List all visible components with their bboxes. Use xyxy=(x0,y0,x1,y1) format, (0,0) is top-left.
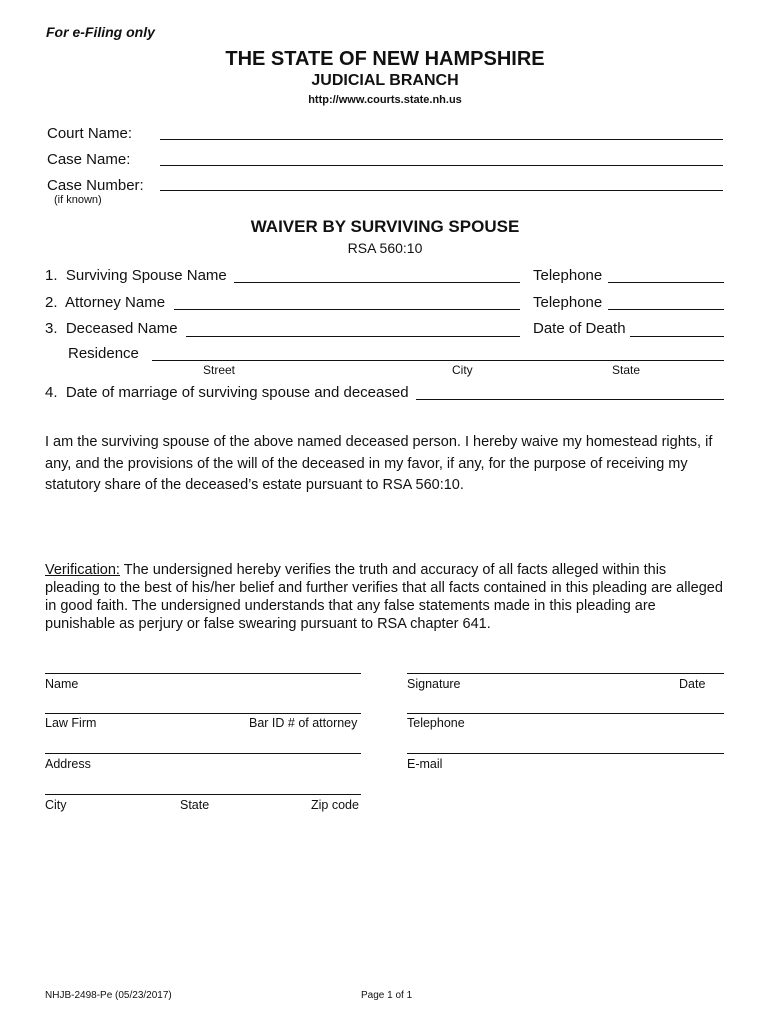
branch-title: JUDICIAL BRANCH xyxy=(311,72,459,89)
residence-state-label: State xyxy=(612,363,641,377)
law-firm-label: Law Firm xyxy=(45,716,97,730)
name-line[interactable] xyxy=(45,673,361,674)
form-title: WAIVER BY SURVIVING SPOUSE xyxy=(250,217,520,236)
signature-label: Signature xyxy=(407,677,461,691)
telephone-line[interactable] xyxy=(407,713,724,714)
attorney-name-label: 2. Attorney Name xyxy=(45,294,166,311)
case-number-label: Case Number: xyxy=(47,177,144,194)
email-label: E-mail xyxy=(407,757,443,771)
bar-id-label: Bar ID # of attorney xyxy=(249,716,358,730)
verification-paragraph xyxy=(45,561,725,633)
attorney-telephone-line[interactable] xyxy=(608,309,724,310)
state-label: State xyxy=(180,798,210,812)
marriage-date-label: 4. Date of marriage of surviving spouse and deceased xyxy=(45,384,409,401)
name-label: Name xyxy=(45,677,79,691)
spouse-name-line[interactable] xyxy=(234,282,520,283)
attorney-telephone-label: Telephone xyxy=(533,294,603,311)
telephone-label: Telephone xyxy=(407,716,465,730)
case-name-label: Case Name: xyxy=(47,151,131,168)
waiver-paragraph: I am the surviving spouse of the above named deceased person. I hereby waive my homestead rights, if any, and the provisions of the will of the deceased in my favor, if any, for the purpose of receiving my statutory share of the deceased’s estate pursuant to RSA 560:10. xyxy=(45,434,713,493)
page-number: Page 1 of 1 xyxy=(361,990,413,1001)
verification-heading: Verification: xyxy=(45,562,120,578)
state-title: THE STATE OF NEW HAMPSHIRE xyxy=(225,48,545,70)
residence-street-label: Street xyxy=(203,363,236,377)
court-name-label: Court Name: xyxy=(47,125,133,142)
court-name-line[interactable] xyxy=(160,139,723,140)
address-label: Address xyxy=(45,757,91,771)
case-number-line[interactable] xyxy=(160,190,723,191)
signature-line[interactable] xyxy=(407,673,724,674)
email-line[interactable] xyxy=(407,753,724,754)
marriage-date-line[interactable] xyxy=(416,399,724,400)
date-of-death-label: Date of Death xyxy=(533,320,626,337)
efiling-label: For e-Filing only xyxy=(46,24,155,40)
spouse-telephone-label: Telephone xyxy=(533,267,603,284)
date-label: Date xyxy=(679,677,706,691)
date-of-death-line[interactable] xyxy=(630,336,724,337)
deceased-name-label: 3. Deceased Name xyxy=(45,320,178,337)
form-id: NHJB-2498-Pe (05/23/2017) xyxy=(45,990,172,1001)
city-state-zip-line[interactable] xyxy=(45,794,361,795)
zip-label: Zip code xyxy=(311,798,359,812)
spouse-name-label: 1. Surviving Spouse Name xyxy=(45,267,227,284)
form-rsa: RSA 560:10 xyxy=(347,240,423,256)
attorney-name-line[interactable] xyxy=(174,309,520,310)
residence-line[interactable] xyxy=(152,360,724,361)
if-known-note: (if known) xyxy=(54,194,102,206)
spouse-telephone-line[interactable] xyxy=(608,282,724,283)
address-line[interactable] xyxy=(45,753,361,754)
case-name-line[interactable] xyxy=(160,165,723,166)
verification-text: The undersigned hereby verifies the truth and accuracy of all facts alleged within this pleading to the best of his/her belief and further verifies that all facts contained in this pleading are alleged in good faith. The undersigned understands that any false statements made in this pleading are punishable as perjury or false swearing pursuant to RSA chapter 641. xyxy=(45,562,723,632)
law-firm-line[interactable] xyxy=(45,713,361,714)
court-url: http://www.courts.state.nh.us xyxy=(308,94,462,106)
residence-city-label: City xyxy=(452,363,473,377)
residence-label: Residence xyxy=(68,345,139,362)
deceased-name-line[interactable] xyxy=(186,336,520,337)
city-label: City xyxy=(45,798,67,812)
